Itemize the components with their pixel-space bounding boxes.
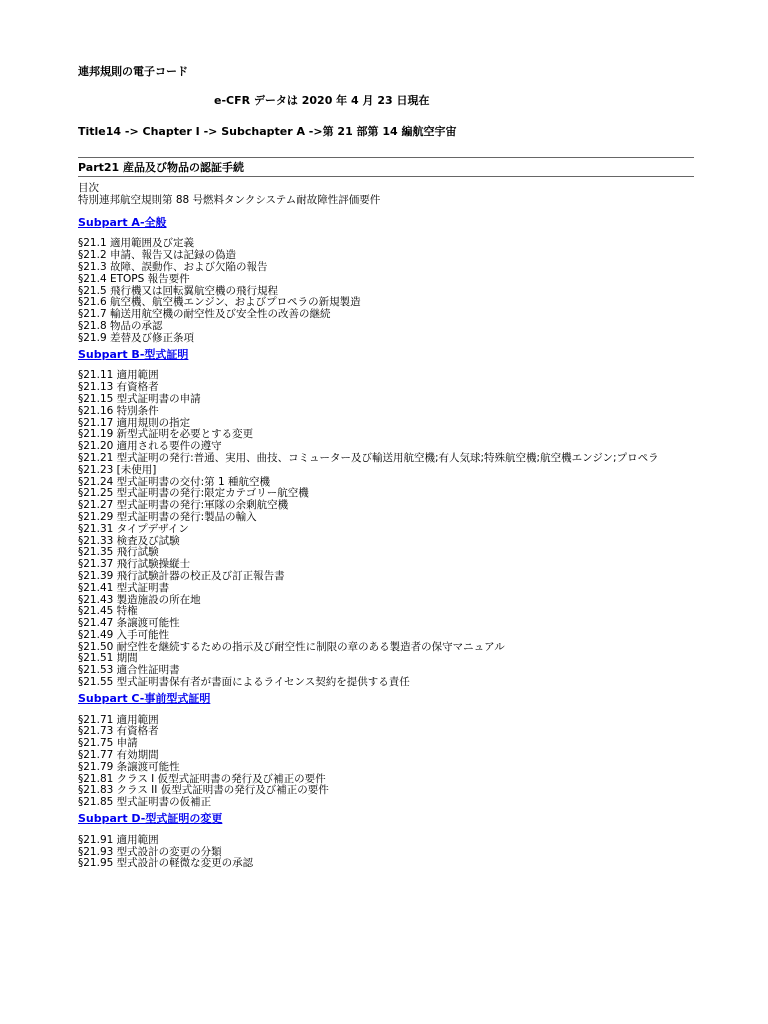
section-item: §21.93 型式設計の変更の分類 [78, 845, 222, 858]
section-item: §21.29 型式証明書の発行:製品の輸入 [78, 510, 257, 523]
section-list [78, 238, 698, 344]
site-title: 連邦規則の電子コード [78, 65, 188, 78]
section-list [78, 715, 698, 809]
data-date-line: e-CFR データは 2020 年 4 月 23 日現在 [214, 94, 430, 107]
subpart-list [78, 217, 698, 871]
section-item: §21.41 型式証明書 [78, 581, 170, 594]
section-item: §21.47 条譲渡可能性 [78, 617, 180, 630]
section-item: §21.1 適用範囲及び定義 [78, 237, 194, 250]
divider-bottom [78, 176, 694, 177]
section-item: §21.51 期間 [78, 652, 138, 665]
section-item: §21.2 申請、報告又は記録の偽造 [78, 249, 236, 262]
section-item: §21.27 型式証明書の発行:軍隊の余剰航空機 [78, 499, 289, 512]
section-item: §21.81 クラス I 仮型式証明書の発行及び補正の要件 [78, 772, 326, 785]
section-item: §21.15 型式証明書の申請 [78, 392, 201, 405]
section-item: §21.85 型式証明書の仮補正 [78, 796, 212, 809]
section-item: §21.73 有資格者 [78, 725, 159, 738]
breadcrumb: Title14 -> Chapter I -> Subchapter A ->第 21 部第 14 編航空宇宙 [78, 125, 457, 138]
section-item: §21.21 型式証明の発行:普通、実用、曲技、コミューター及び輸送用航空機;有人気球;特殊航空機;航空機エンジン;プロペラ [78, 451, 659, 464]
section-item: §21.23 [未使用] [78, 463, 157, 476]
subpart-link[interactable]: Subpart B-型式証明 [78, 347, 189, 361]
section-item: §21.25 型式証明書の発行:限定カテゴリー航空機 [78, 487, 309, 500]
part-title: Part21 産品及び物品の認証手続 [78, 161, 245, 174]
section-item: §21.13 有資格者 [78, 381, 159, 394]
section-list [78, 835, 698, 870]
section-item: §21.49 入手可能性 [78, 628, 170, 641]
section-item: §21.8 物品の承認 [78, 319, 163, 332]
section-item: §21.3 故障、誤動作、および欠陥の報告 [78, 260, 268, 273]
section-item: §21.6 航空機、航空機エンジン、およびプロペラの新規製造 [78, 296, 361, 309]
section-list [78, 370, 698, 689]
toc-label: 目次 [78, 182, 99, 194]
special-regulation-entry: 特別連邦航空規則第 88 号燃料タンクシステム耐故障性評価要件 [78, 193, 381, 206]
section-item: §21.53 適合性証明書 [78, 664, 180, 677]
divider-top [78, 157, 694, 158]
section-item: §21.37 飛行試験操縦士 [78, 558, 191, 571]
section-item: §21.77 有効期間 [78, 749, 159, 762]
subpart-block [78, 693, 698, 809]
section-item: §21.11 適用範囲 [78, 369, 159, 382]
subpart-block [78, 813, 698, 870]
section-item: §21.75 申請 [78, 737, 138, 750]
section-item: §21.17 適用規則の指定 [78, 416, 191, 429]
section-item: §21.91 適用範囲 [78, 833, 159, 846]
section-item: §21.43 製造施設の所在地 [78, 593, 201, 606]
section-item: §21.50 耐空性を継続するための指示及び耐空性に制限の章のある製造者の保守マニュアル [78, 640, 505, 653]
section-item: §21.7 輸送用航空機の耐空性及び安全性の改善の継続 [78, 308, 331, 321]
section-item: §21.33 検査及び試験 [78, 534, 180, 547]
section-item: §21.83 クラス II 仮型式証明書の発行及び補正の要件 [78, 784, 329, 797]
table-of-contents [78, 183, 698, 870]
section-item: §21.31 タイプデザイン [78, 522, 189, 535]
section-item: §21.45 特権 [78, 605, 138, 618]
section-item: §21.5 飛行機又は回転翼航空機の飛行規程 [78, 284, 278, 297]
subpart-link[interactable]: Subpart D-型式証明の変更 [78, 812, 223, 826]
subpart-link[interactable]: Subpart C-事前型式証明 [78, 691, 211, 705]
section-item: §21.35 飛行試験 [78, 546, 159, 559]
subpart-block [78, 217, 698, 345]
section-item: §21.24 型式証明書の交付:第 1 種航空機 [78, 475, 271, 488]
section-item: §21.39 飛行試験計器の校正及び訂正報告書 [78, 569, 285, 582]
subpart-block [78, 349, 698, 689]
section-item: §21.55 型式証明書保有者が書面によるライセンス契約を提供する責任 [78, 676, 410, 689]
subpart-link[interactable]: Subpart A-全般 [78, 215, 167, 229]
section-item: §21.16 特別条件 [78, 404, 159, 417]
section-item: §21.4 ETOPS 報告要件 [78, 272, 190, 285]
section-item: §21.20 適用される要件の遵守 [78, 440, 222, 453]
section-item: §21.71 適用範囲 [78, 713, 159, 726]
section-item: §21.9 差替及び修正条項 [78, 331, 194, 344]
section-item: §21.95 型式設計の軽微な変更の承認 [78, 857, 254, 870]
spacer [78, 207, 698, 213]
section-item: §21.79 条譲渡可能性 [78, 760, 180, 773]
section-item: §21.19 新型式証明を必要とする変更 [78, 428, 254, 441]
